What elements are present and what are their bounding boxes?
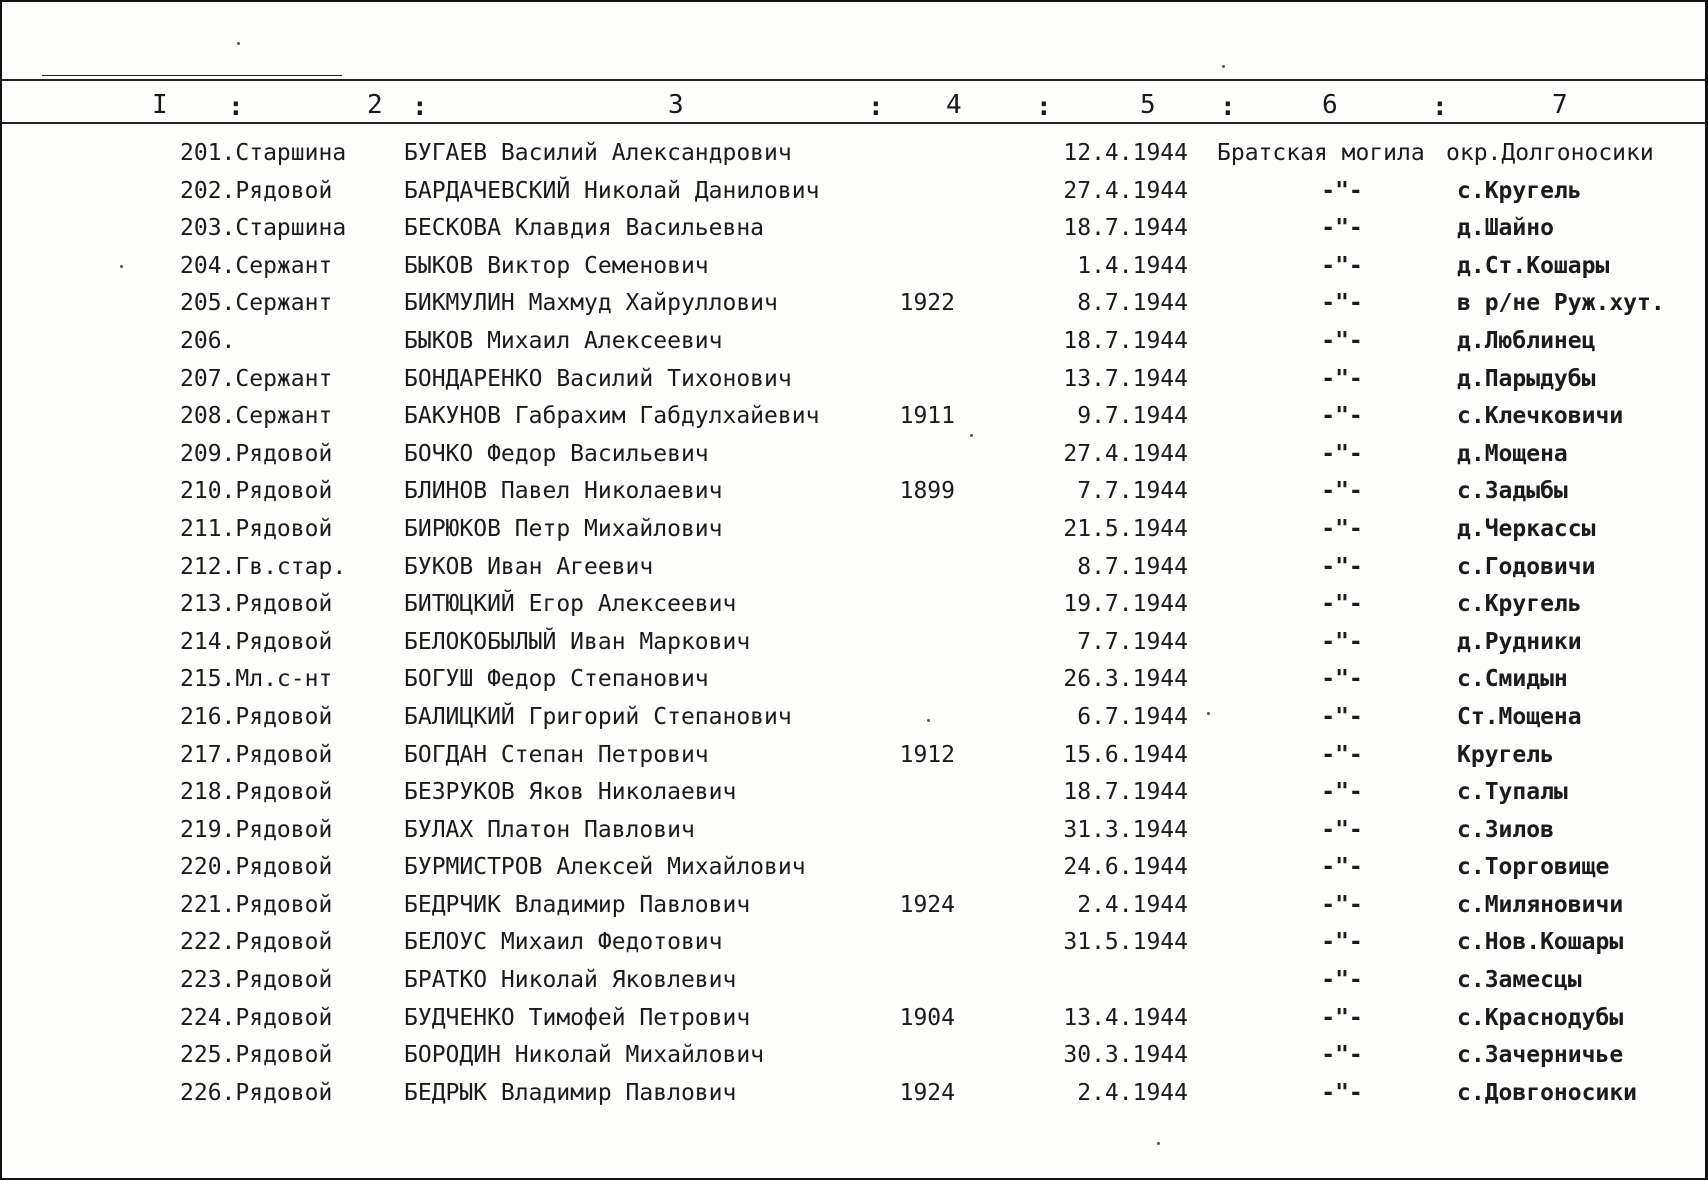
table-row	[2, 401, 1708, 439]
burial-place-cell: Ст.Мощена	[1457, 703, 1582, 730]
name-cell: БАКУНОВ Габрахим Габдулхайевич	[404, 403, 820, 430]
table-row	[2, 740, 1708, 778]
burial-cell: -"-	[1321, 215, 1363, 242]
name-cell: БУДЧЕНКО Тимофей Петрович	[404, 1004, 751, 1031]
rank-cell: 214.Рядовой	[180, 628, 333, 655]
table-row	[2, 702, 1708, 740]
burial-cell: -"-	[1321, 628, 1363, 655]
burial-cell: -"-	[1321, 591, 1363, 618]
rank-cell: 211.Рядовой	[180, 515, 333, 542]
name-cell: БУЛАХ Платон Павлович	[404, 816, 695, 843]
rank-cell: 224.Рядовой	[180, 1004, 333, 1031]
death-date-cell: 2.4.1944	[1077, 1079, 1188, 1106]
burial-place-cell: д.Шайно	[1457, 215, 1554, 242]
death-date-cell: 18.7.1944	[1063, 779, 1188, 806]
rank-cell: 202.Рядовой	[180, 177, 333, 204]
rank-cell: 216.Рядовой	[180, 703, 333, 730]
column-header-7: 7	[1552, 90, 1568, 120]
table-row	[2, 251, 1708, 289]
birth-year-cell: 1899	[899, 478, 955, 505]
burial-place-cell: с.Довгоносики	[1457, 1079, 1638, 1106]
name-cell: БУРМИСТРОВ Алексей Михайлович	[404, 854, 806, 881]
death-date-cell: 27.4.1944	[1063, 440, 1188, 467]
burial-cell: -"-	[1321, 290, 1363, 317]
table-row	[2, 176, 1708, 214]
scan-speck	[927, 719, 930, 722]
birth-year-cell: 1924	[899, 1079, 955, 1106]
death-date-cell: 30.3.1944	[1063, 1042, 1188, 1069]
burial-place-cell: с.Нов.Кошары	[1457, 929, 1624, 956]
scan-speck	[237, 42, 240, 45]
name-cell: БОНДАРЕНКО Василий Тихонович	[404, 365, 792, 392]
death-date-cell: 18.7.1944	[1063, 215, 1188, 242]
table-row	[2, 326, 1708, 364]
column-header-row	[2, 90, 1708, 126]
name-cell: БОЧКО Федор Васильевич	[404, 440, 709, 467]
rank-cell: 204.Сержант	[180, 252, 333, 279]
name-cell: БАРДАЧЕВСКИЙ Николай Данилович	[404, 177, 820, 204]
name-cell: БЫКОВ Виктор Семенович	[404, 252, 709, 279]
table-row	[2, 589, 1708, 627]
table-row	[2, 1078, 1708, 1116]
rank-cell: 218.Рядовой	[180, 779, 333, 806]
rank-cell: 213.Рядовой	[180, 591, 333, 618]
death-date-cell: 8.7.1944	[1077, 290, 1188, 317]
burial-place-cell: с.Кругель	[1457, 591, 1582, 618]
rank-cell: 207.Сержант	[180, 365, 333, 392]
burial-place-cell: д.Черкассы	[1457, 515, 1596, 542]
table-row	[2, 514, 1708, 552]
scan-speck	[1157, 1142, 1160, 1145]
burial-place-cell: д.Рудники	[1457, 628, 1582, 655]
table-row	[2, 476, 1708, 514]
name-cell: БОРОДИН Николай Михайлович	[404, 1042, 765, 1069]
table-row	[2, 552, 1708, 590]
burial-cell: -"-	[1321, 327, 1363, 354]
birth-year-cell: 1911	[899, 403, 955, 430]
burial-cell: -"-	[1321, 816, 1363, 843]
scan-speck	[1222, 65, 1225, 68]
name-cell: БЕДРЧИК Владимир Павлович	[404, 891, 751, 918]
name-cell: БЕЗРУКОВ Яков Николаевич	[404, 779, 737, 806]
rank-cell: 223.Рядовой	[180, 967, 333, 994]
rank-cell: 206.	[180, 327, 236, 354]
burial-cell: -"-	[1321, 553, 1363, 580]
burial-cell: -"-	[1321, 365, 1363, 392]
death-date-cell: 2.4.1944	[1077, 891, 1188, 918]
death-date-cell: 6.7.1944	[1077, 703, 1188, 730]
header-top-rule-fragment	[42, 75, 342, 76]
burial-place-cell: с.Клечковичи	[1457, 403, 1624, 430]
name-cell: БРАТКО Николай Яковлевич	[404, 967, 737, 994]
table-row	[2, 439, 1708, 477]
burial-cell: -"-	[1321, 440, 1363, 467]
rank-cell: 212.Гв.стар.	[180, 553, 347, 580]
burial-place-cell: д.Парыдубы	[1457, 365, 1596, 392]
rank-cell: 209.Рядовой	[180, 440, 333, 467]
table-row	[2, 890, 1708, 928]
burial-cell: -"-	[1321, 478, 1363, 505]
birth-year-cell: 1924	[899, 891, 955, 918]
record-list	[2, 138, 1708, 1115]
scan-speck	[970, 434, 973, 437]
rank-cell: 220.Рядовой	[180, 854, 333, 881]
burial-place-cell: с.Задыбы	[1457, 478, 1568, 505]
name-cell: БЕДРЫК Владимир Павлович	[404, 1079, 737, 1106]
burial-cell: -"-	[1321, 703, 1363, 730]
rank-cell: 221.Рядовой	[180, 891, 333, 918]
column-separator: :	[412, 92, 428, 122]
rank-cell: 215.Мл.с-нт	[180, 666, 333, 693]
name-cell: БЕЛОУС Михаил Федотович	[404, 929, 723, 956]
burial-place-cell: с.Замесцы	[1457, 967, 1582, 994]
name-cell: БОГДАН Степан Петрович	[404, 741, 709, 768]
rank-cell: 219.Рядовой	[180, 816, 333, 843]
table-row	[2, 364, 1708, 402]
burial-cell: -"-	[1321, 967, 1363, 994]
burial-place-cell: с.Торговище	[1457, 854, 1610, 881]
table-row	[2, 627, 1708, 665]
name-cell: БЕЛОКОБЫЛЫЙ Иван Маркович	[404, 628, 751, 655]
column-header-3: 3	[668, 90, 684, 120]
column-header-5: 5	[1140, 90, 1156, 120]
name-cell: БИРЮКОВ Петр Михайлович	[404, 515, 723, 542]
burial-cell: -"-	[1321, 666, 1363, 693]
table-row	[2, 1040, 1708, 1078]
burial-place-cell: с.Годовичи	[1457, 553, 1596, 580]
name-cell: БЛИНОВ Павел Николаевич	[404, 478, 723, 505]
burial-place-cell: с.Смидын	[1457, 666, 1568, 693]
table-row	[2, 1003, 1708, 1041]
name-cell: БИКМУЛИН Махмуд Хайруллович	[404, 290, 778, 317]
column-separator: :	[1432, 92, 1448, 122]
death-date-cell: 24.6.1944	[1063, 854, 1188, 881]
burial-cell: -"-	[1321, 515, 1363, 542]
rank-cell: 217.Рядовой	[180, 741, 333, 768]
death-date-cell: 15.6.1944	[1063, 741, 1188, 768]
birth-year-cell: 1904	[899, 1004, 955, 1031]
table-row	[2, 138, 1708, 176]
burial-place-cell: Кругель	[1457, 741, 1554, 768]
table-row	[2, 815, 1708, 853]
birth-year-cell: 1912	[899, 741, 955, 768]
death-date-cell: 31.3.1944	[1063, 816, 1188, 843]
death-date-cell: 7.7.1944	[1077, 478, 1188, 505]
burial-place-cell: с.Зилов	[1457, 816, 1554, 843]
rank-cell: 222.Рядовой	[180, 929, 333, 956]
rank-cell: 226.Рядовой	[180, 1079, 333, 1106]
burial-cell: -"-	[1321, 891, 1363, 918]
burial-place-cell: д.Ст.Кошары	[1457, 252, 1610, 279]
column-separator: :	[228, 92, 244, 122]
death-date-cell: 9.7.1944	[1077, 403, 1188, 430]
table-row	[2, 965, 1708, 1003]
column-header-4: 4	[946, 90, 962, 120]
birth-year-cell: 1922	[899, 290, 955, 317]
death-date-cell: 19.7.1944	[1063, 591, 1188, 618]
name-cell: БЕСКОВА Клавдия Васильевна	[404, 215, 765, 242]
rank-cell: 205.Сержант	[180, 290, 333, 317]
burial-cell: -"-	[1321, 929, 1363, 956]
rank-cell: 201.Старшина	[180, 140, 347, 166]
name-cell: БАЛИЦКИЙ Григорий Степанович	[404, 703, 792, 730]
name-cell: БУГАЕВ Василий Александрович	[404, 140, 792, 166]
burial-place-cell: с.Зачерничье	[1457, 1042, 1624, 1069]
death-date-cell: 7.7.1944	[1077, 628, 1188, 655]
scan-speck	[1207, 712, 1210, 715]
burial-cell: -"-	[1321, 403, 1363, 430]
burial-place-cell: с.Миляновичи	[1457, 891, 1624, 918]
column-separator: :	[1036, 92, 1052, 122]
name-cell: БИТЮЦКИЙ Егор Алексеевич	[404, 591, 737, 618]
death-date-cell: 12.4.1944	[1063, 140, 1188, 166]
death-date-cell: 18.7.1944	[1063, 327, 1188, 354]
death-date-cell: 31.5.1944	[1063, 929, 1188, 956]
burial-place-cell: д.Мощена	[1457, 440, 1568, 467]
table-row	[2, 288, 1708, 326]
burial-cell: -"-	[1321, 1079, 1363, 1106]
table-row	[2, 852, 1708, 890]
burial-cell: Братская могила	[1217, 140, 1425, 166]
column-separator: :	[1220, 92, 1236, 122]
table-row	[2, 664, 1708, 702]
death-date-cell: 26.3.1944	[1063, 666, 1188, 693]
table-row	[2, 213, 1708, 251]
burial-cell: -"-	[1321, 1042, 1363, 1069]
burial-place-cell: с.Краснодубы	[1457, 1004, 1624, 1031]
burial-place-cell: окр.Долгоносики	[1446, 140, 1654, 166]
column-header-2: 2	[367, 90, 383, 120]
burial-cell: -"-	[1321, 741, 1363, 768]
burial-cell: -"-	[1321, 854, 1363, 881]
death-date-cell: 1.4.1944	[1077, 252, 1188, 279]
rank-cell: 225.Рядовой	[180, 1042, 333, 1069]
column-separator: :	[868, 92, 884, 122]
death-date-cell: 27.4.1944	[1063, 177, 1188, 204]
header-top-rule	[2, 79, 1708, 81]
burial-place-cell: с.Кругель	[1457, 177, 1582, 204]
death-date-cell: 13.4.1944	[1063, 1004, 1188, 1031]
table-row	[2, 777, 1708, 815]
death-date-cell: 13.7.1944	[1063, 365, 1188, 392]
burial-place-cell: д.Люблинец	[1457, 327, 1596, 354]
table-row	[2, 927, 1708, 965]
rank-cell: 208.Сержант	[180, 403, 333, 430]
scan-speck	[120, 265, 123, 268]
burial-place-cell: с.Тупалы	[1457, 779, 1568, 806]
rank-cell: 203.Старшина	[180, 215, 347, 242]
burial-cell: -"-	[1321, 779, 1363, 806]
burial-cell: -"-	[1321, 252, 1363, 279]
burial-place-cell: в р/не Руж.хут.	[1457, 290, 1665, 317]
name-cell: БЫКОВ Михаил Алексеевич	[404, 327, 723, 354]
death-date-cell: 8.7.1944	[1077, 553, 1188, 580]
name-cell: БОГУШ Федор Степанович	[404, 666, 709, 693]
column-header-6: 6	[1322, 90, 1338, 120]
rank-cell: 210.Рядовой	[180, 478, 333, 505]
burial-cell: -"-	[1321, 177, 1363, 204]
column-header-1: I	[152, 90, 168, 120]
name-cell: БУКОВ Иван Агеевич	[404, 553, 654, 580]
death-date-cell: 21.5.1944	[1063, 515, 1188, 542]
burial-cell: -"-	[1321, 1004, 1363, 1031]
